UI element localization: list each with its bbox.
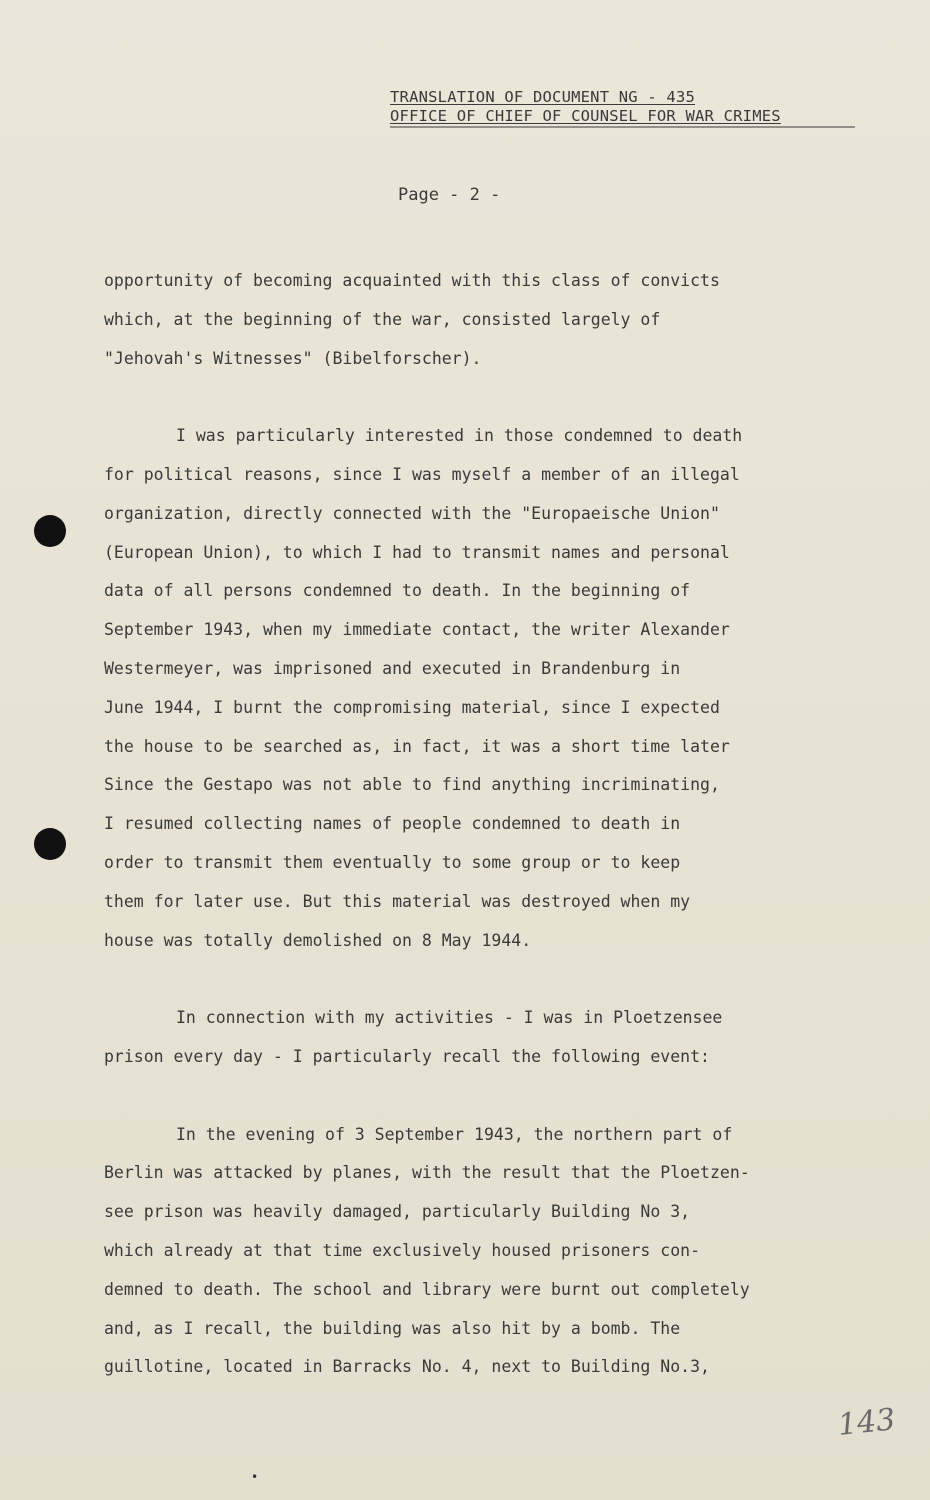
- text-line: see prison was heavily damaged, particularly Building No 3,: [104, 1202, 691, 1222]
- paragraph-4: [104, 1116, 864, 1388]
- text-line: opportunity of becoming acquainted with this class of convicts: [104, 271, 720, 290]
- text-line: which already at that time exclusively housed prisoners con-: [104, 1240, 701, 1260]
- paragraph-2: [104, 417, 864, 960]
- punch-hole-upper: [34, 515, 66, 547]
- text-line: order to transmit them eventually to some group or to keep: [104, 852, 681, 872]
- punch-hole-lower: [34, 828, 66, 860]
- text-line: "Jehovah's Witnesses" (Bibelforscher).: [104, 348, 482, 368]
- text-line: Westermeyer, was imprisoned and executed in Brandenburg in: [104, 658, 681, 678]
- header-rule: [390, 126, 855, 128]
- text-line: September 1943, when my immediate contact, the writer Alexander: [104, 620, 730, 640]
- text-line: I was particularly interested in those condemned to death: [176, 426, 743, 446]
- text-line: guillotine, located in Barracks No. 4, next to Building No.3,: [104, 1357, 710, 1377]
- text-line: Since the Gestapo was not able to find anything incriminating,: [104, 775, 720, 795]
- text-line: which, at the beginning of the war, consisted largely of: [104, 309, 661, 329]
- text-line: Berlin was attacked by planes, with the result that the Ploetzen-: [104, 1163, 750, 1183]
- text-line: them for later use. But this material was destroyed when my: [104, 891, 691, 911]
- text-line: and, as I recall, the building was also hit by a bomb. The: [104, 1318, 681, 1338]
- body-text: [104, 262, 864, 1426]
- page-number: Page - 2 -: [398, 185, 501, 205]
- paragraph-3: [104, 999, 864, 1077]
- paragraph-1: [104, 262, 864, 378]
- text-line: the house to be searched as, in fact, it was a short time later: [104, 736, 730, 756]
- text-line: data of all persons condemned to death. In the beginning of: [104, 581, 691, 601]
- text-line: I resumed collecting names of people condemned to death in: [104, 814, 681, 834]
- text-line: In connection with my activities - I was in Ploetzensee: [176, 1008, 723, 1028]
- text-line: demned to death. The school and library were burnt out completely: [104, 1279, 750, 1299]
- header-office-line: OFFICE OF CHIEF OF COUNSEL FOR WAR CRIMES: [390, 107, 781, 125]
- text-line: for political reasons, since I was myself a member of an illegal: [104, 464, 740, 484]
- bottom-mark: •: [251, 1470, 259, 1484]
- text-line: house was totally demolished on 8 May 1944.: [104, 930, 532, 950]
- folio-number: 143: [836, 1402, 897, 1443]
- text-line: organization, directly connected with the "Europaeische Union": [104, 503, 720, 523]
- text-line: In the evening of 3 September 1943, the northern part of: [176, 1124, 733, 1144]
- header-translation-line: TRANSLATION OF DOCUMENT NG - 435: [390, 88, 696, 106]
- text-line: (European Union), to which I had to transmit names and personal: [104, 542, 730, 562]
- text-line: prison every day - I particularly recall the following event:: [104, 1046, 710, 1066]
- text-line: June 1944, I burnt the compromising material, since I expected: [104, 697, 720, 717]
- document-header: [390, 88, 781, 126]
